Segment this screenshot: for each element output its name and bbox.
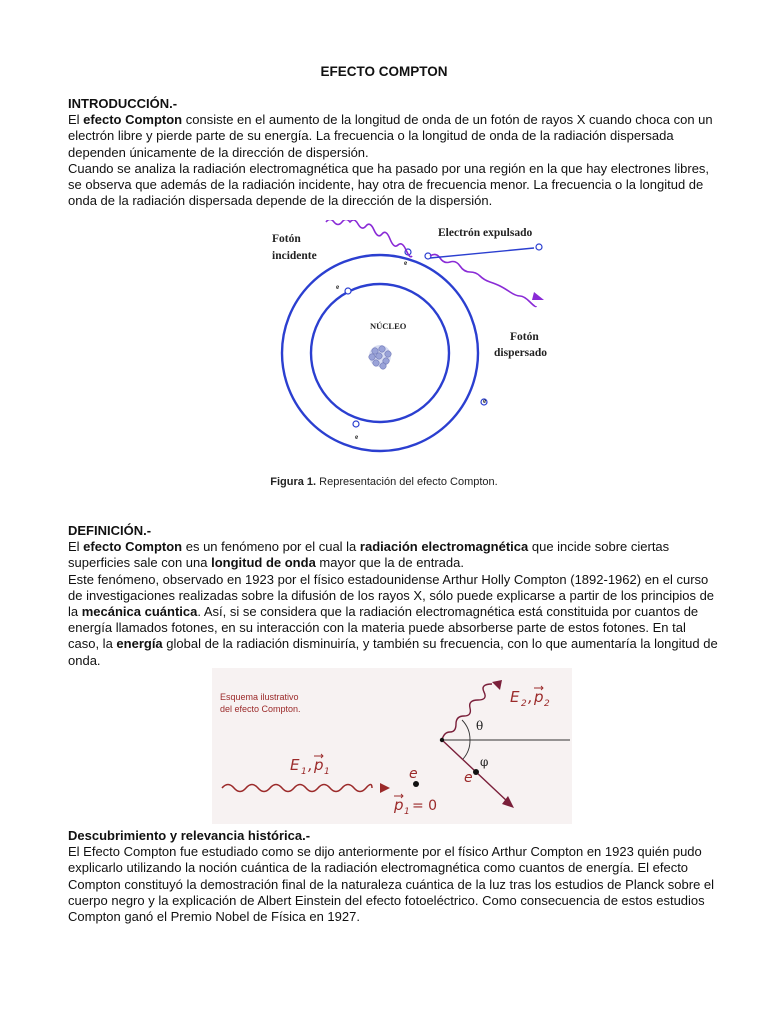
intro-heading: INTRODUCCIÓN.-: [68, 96, 178, 111]
def-p2-bold-2: energía: [116, 636, 163, 652]
intro-paragraph-1: [68, 112, 718, 161]
scattered-photon-label-line2: dispersado: [494, 347, 548, 359]
scattered-photon-label-line1: Fotón: [510, 331, 539, 343]
figure-2-caption-line2: del efecto Compton.: [220, 704, 301, 714]
definition-heading: DEFINICIÓN.-: [68, 523, 152, 538]
definition-paragraph-1: [68, 539, 718, 571]
def-p1-g: mayor que la de entrada.: [315, 555, 464, 571]
figure-1-caption-bold: Figura 1.: [270, 476, 317, 488]
incident-photon-label-line2: incidente: [272, 250, 317, 262]
figure-1-atom-diagram: [258, 220, 558, 460]
electron-symbol: e: [355, 433, 359, 441]
ejected-electron-path: [430, 248, 534, 258]
p2-label: p: [534, 688, 544, 706]
e1-label: E: [290, 756, 300, 774]
theta-label: θ: [476, 719, 484, 733]
intro-p1-text-a: El: [68, 112, 84, 128]
definition-section: [68, 523, 718, 669]
def-p1-e: que incide sobre ciertas superficies sale con una: [68, 539, 670, 571]
figure-2-caption-line1: Esquema ilustrativo: [220, 692, 299, 702]
nucleus-icon: [369, 345, 391, 369]
intro-section: [68, 96, 718, 209]
scattered-photon-arrowhead: [532, 292, 544, 300]
history-section: [68, 828, 718, 925]
electron-dot: [345, 288, 351, 294]
definition-paragraph-2: [68, 572, 718, 669]
phi-label: φ: [480, 755, 489, 769]
incident-photon-label-line1: Fotón: [272, 233, 301, 245]
figure-2-scattering-scheme: [212, 668, 572, 824]
def-p1-bold-2: radiación electromagnética: [359, 539, 529, 555]
history-heading: Descubrimiento y relevancia histórica.-: [68, 828, 311, 843]
def-p1-c: es un fenómeno por el cual la: [182, 539, 360, 555]
def-p2-bold-1: mecánica cuántica: [81, 604, 198, 620]
def-p1-bold-3: longitud de onda: [211, 555, 316, 571]
def-p1-bold-1: efecto Compton: [83, 539, 183, 555]
moving-electron-label: e: [464, 770, 473, 786]
moving-electron-dot: [473, 769, 479, 775]
p1-label: p: [314, 756, 324, 774]
p1-zero-subscript: 1: [404, 807, 410, 817]
def-p1-a: El: [68, 539, 84, 555]
def-p2-a: Este fenómeno, observado en 1923 por el físico estadounidense Arthur Holly Compton (1892-1962) en el curso de investigaciones realizadas sobre la difusión de los rayos X, sólo puede explicarse a partir de los principios de la: [68, 571, 715, 620]
def-p2-c: . Así, si se considera que la radiación electromagnética está constituida por cuantos de energía llamados fotones, en su interacción con la materia puede absorberse parte de estos fotones. En tal caso, la: [68, 604, 699, 652]
figure-1-caption: [0, 476, 768, 488]
intro-p1-bold-term: efecto Compton: [83, 112, 183, 128]
electron-symbol: e: [404, 259, 408, 267]
p2-subscript: 2: [544, 699, 550, 709]
document-title: EFECTO COMPTON: [320, 64, 448, 79]
intro-paragraph-2: Cuando se analiza la radiación electromagnética que ha pasado por una región en la que hay electrones libres, se observa que además de la radiación incidente, hay otra de frecuencia menor. La frecuencia o la longitud de onda de la radiación dispersada depende de la dirección de la dispersión.: [68, 160, 710, 209]
electron-symbol: e: [483, 397, 487, 405]
figure-1-caption-text: Representación del efecto Compton.: [316, 476, 498, 488]
history-paragraph: El Efecto Compton fue estudiado como se dijo anteriormente por el físico Arthur Compton en 1923 quién pudo explicarlo utilizando la noción cuántica de la radiación electromagnética como cuantos de energía. El efecto Compton constituyó la demostración final de la naturaleza cuántica de la luz tras los estudios de Planck sobre el cuerpo negro y la explicación de Albert Einstein del efecto fotoeléctrico. Como consecuencia de estos estudios Compton ganó el Premio Nobel de Física en 1927.: [68, 844, 715, 925]
e1-subscript: 1: [301, 767, 307, 777]
p1-subscript: 1: [324, 767, 330, 777]
e2-label: E: [510, 688, 520, 706]
e2-subscript: 2: [521, 699, 527, 709]
electron-dot: [353, 421, 359, 427]
incident-photon-wave: [326, 220, 412, 257]
e1-separator: ,: [308, 756, 313, 774]
rest-electron-label: e: [409, 766, 418, 782]
scattering-point: [440, 738, 444, 742]
ejected-electron-dot: [536, 244, 542, 250]
electron-symbol: e: [336, 283, 340, 291]
e2-separator: ,: [528, 688, 533, 706]
intro-p1-text-c: consiste en el aumento de la longitud de onda de un fotón de rayos X cuando choca con un electrón libre y pierde parte de su energía. La frecuencia o la longitud de onda de la radiación dispersada dependen únicamente de la dirección de dispersión.: [68, 112, 713, 160]
def-p2-e: global de la radiación disminuiría, y también su frecuencia, con lo que aumentaría la longitud de onda.: [68, 636, 718, 668]
nucleus-label: NÚCLEO: [370, 321, 407, 331]
p1-zero-label: p: [394, 796, 404, 814]
ejected-electron-label: Electrón expulsado: [438, 227, 533, 239]
p1-zero-value: = 0: [412, 798, 438, 814]
